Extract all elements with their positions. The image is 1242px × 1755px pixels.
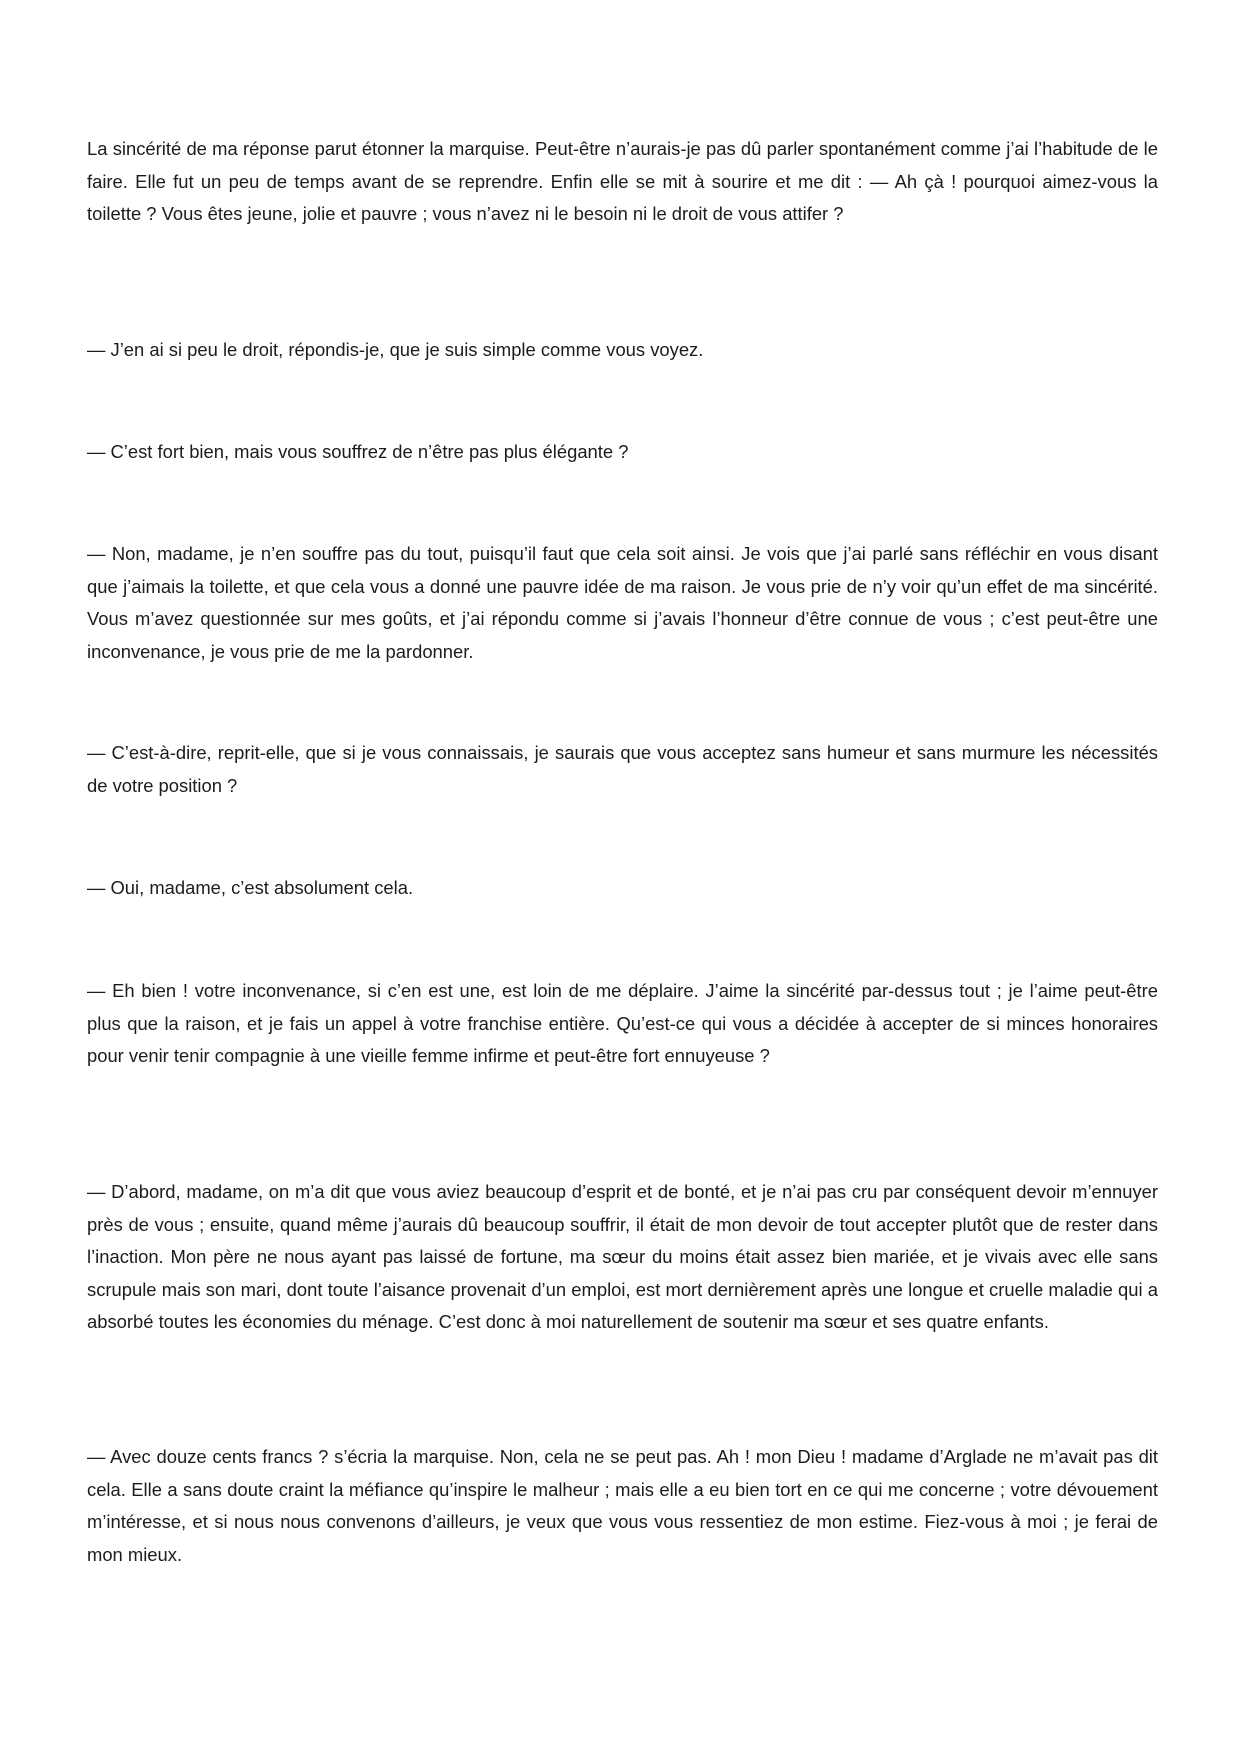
paragraph-4: — Non, madame, je n’en souffre pas du tout, puisqu’il faut que cela soit ainsi. Je vois que j’ai parlé sans réfléchir en vous disant que j’aimais la toilette, et que cela vous a donné une pauvre idée de ma raison. Je vous prie de n’y voir qu’un effet de ma sincérité. Vous m’avez questionnée sur mes goûts, et j’ai répondu comme si j’avais l’honneur d’être connue de vous ; c’est peut-être une inconvenance, je vous prie de me la pardonner. — [87, 543, 1158, 662]
paragraph-2: — J’en ai si peu le droit, répondis-je, que je suis simple comme vous voyez. — [87, 339, 704, 360]
paragraph-7: — Eh bien ! votre inconvenance, si c’en est une, est loin de me déplaire. J’aime la sincérité par-dessus tout ; je l’aime peut-être plus que la raison, et je fais un appel à votre franchise entière. Qu’est-ce qui vous a décidée à accepter de si minces honoraires pour venir tenir compagnie à une vieille femme infirme et peut-être fort ennuyeuse ? — [87, 980, 1158, 1066]
paragraph-8: — D’abord, madame, on m’a dit que vous aviez beaucoup d’esprit et de bonté, et je n’ai pas cru par conséquent devoir m’ennuyer près de vous ; ensuite, quand même j’aurais dû beaucoup souffrir, il était de mon devoir de tout accepter plutôt que de rester dans l’inaction. Mon père ne nous ayant pas laissé de fortune, ma sœur du moins était assez bien mariée, et je vivais avec elle sans scrupule mais son mari, dont toute l’aisance provenait d’un emploi, est mort dernièrement après une longue et cruelle maladie qui a absorbé toutes les économies du ménage. C’est donc à moi naturellement de soutenir ma sœur et ses quatre enfants. — [87, 1181, 1158, 1332]
paragraph-6: — Oui, madame, c’est absolument cela. — [87, 877, 414, 898]
paragraph-9: — Avec douze cents francs ? s’écria la marquise. Non, cela ne se peut pas. Ah ! mon Dieu ! madame d’Arglade ne m’avait pas dit cela. Elle a sans doute craint la méfiance qu’inspire le malheur ; mais elle a eu bien tort en ce qui me concerne ; votre dévouement m’intéresse, et si nous nous convenons d’ailleurs, je veux que vous vous ressentiez de mon estime. Fiez-vous à moi ; je ferai de mon mieux. — [87, 1446, 1158, 1565]
paragraph-3: — C’est fort bien, mais vous souffrez de n’être pas plus élégante ? — [87, 441, 629, 462]
paragraph-1: La sincérité de ma réponse parut étonner la marquise. Peut-être n’aurais-je pas dû parler spontanément comme j’ai l’habitude de le faire. Elle fut un peu de temps avant de se reprendre. Enfin elle se mit à sourire et me dit : — Ah çà ! pourquoi aimez-vous la toilette ? Vous êtes jeune, jolie et pauvre ; vous n’avez ni le besoin ni le droit de vous attifer ? — [87, 138, 1158, 224]
paragraph-5: — C’est-à-dire, reprit-elle, que si je vous connaissais, je saurais que vous acceptez sans humeur et sans murmure les nécessités de votre position ? — [87, 742, 1158, 796]
